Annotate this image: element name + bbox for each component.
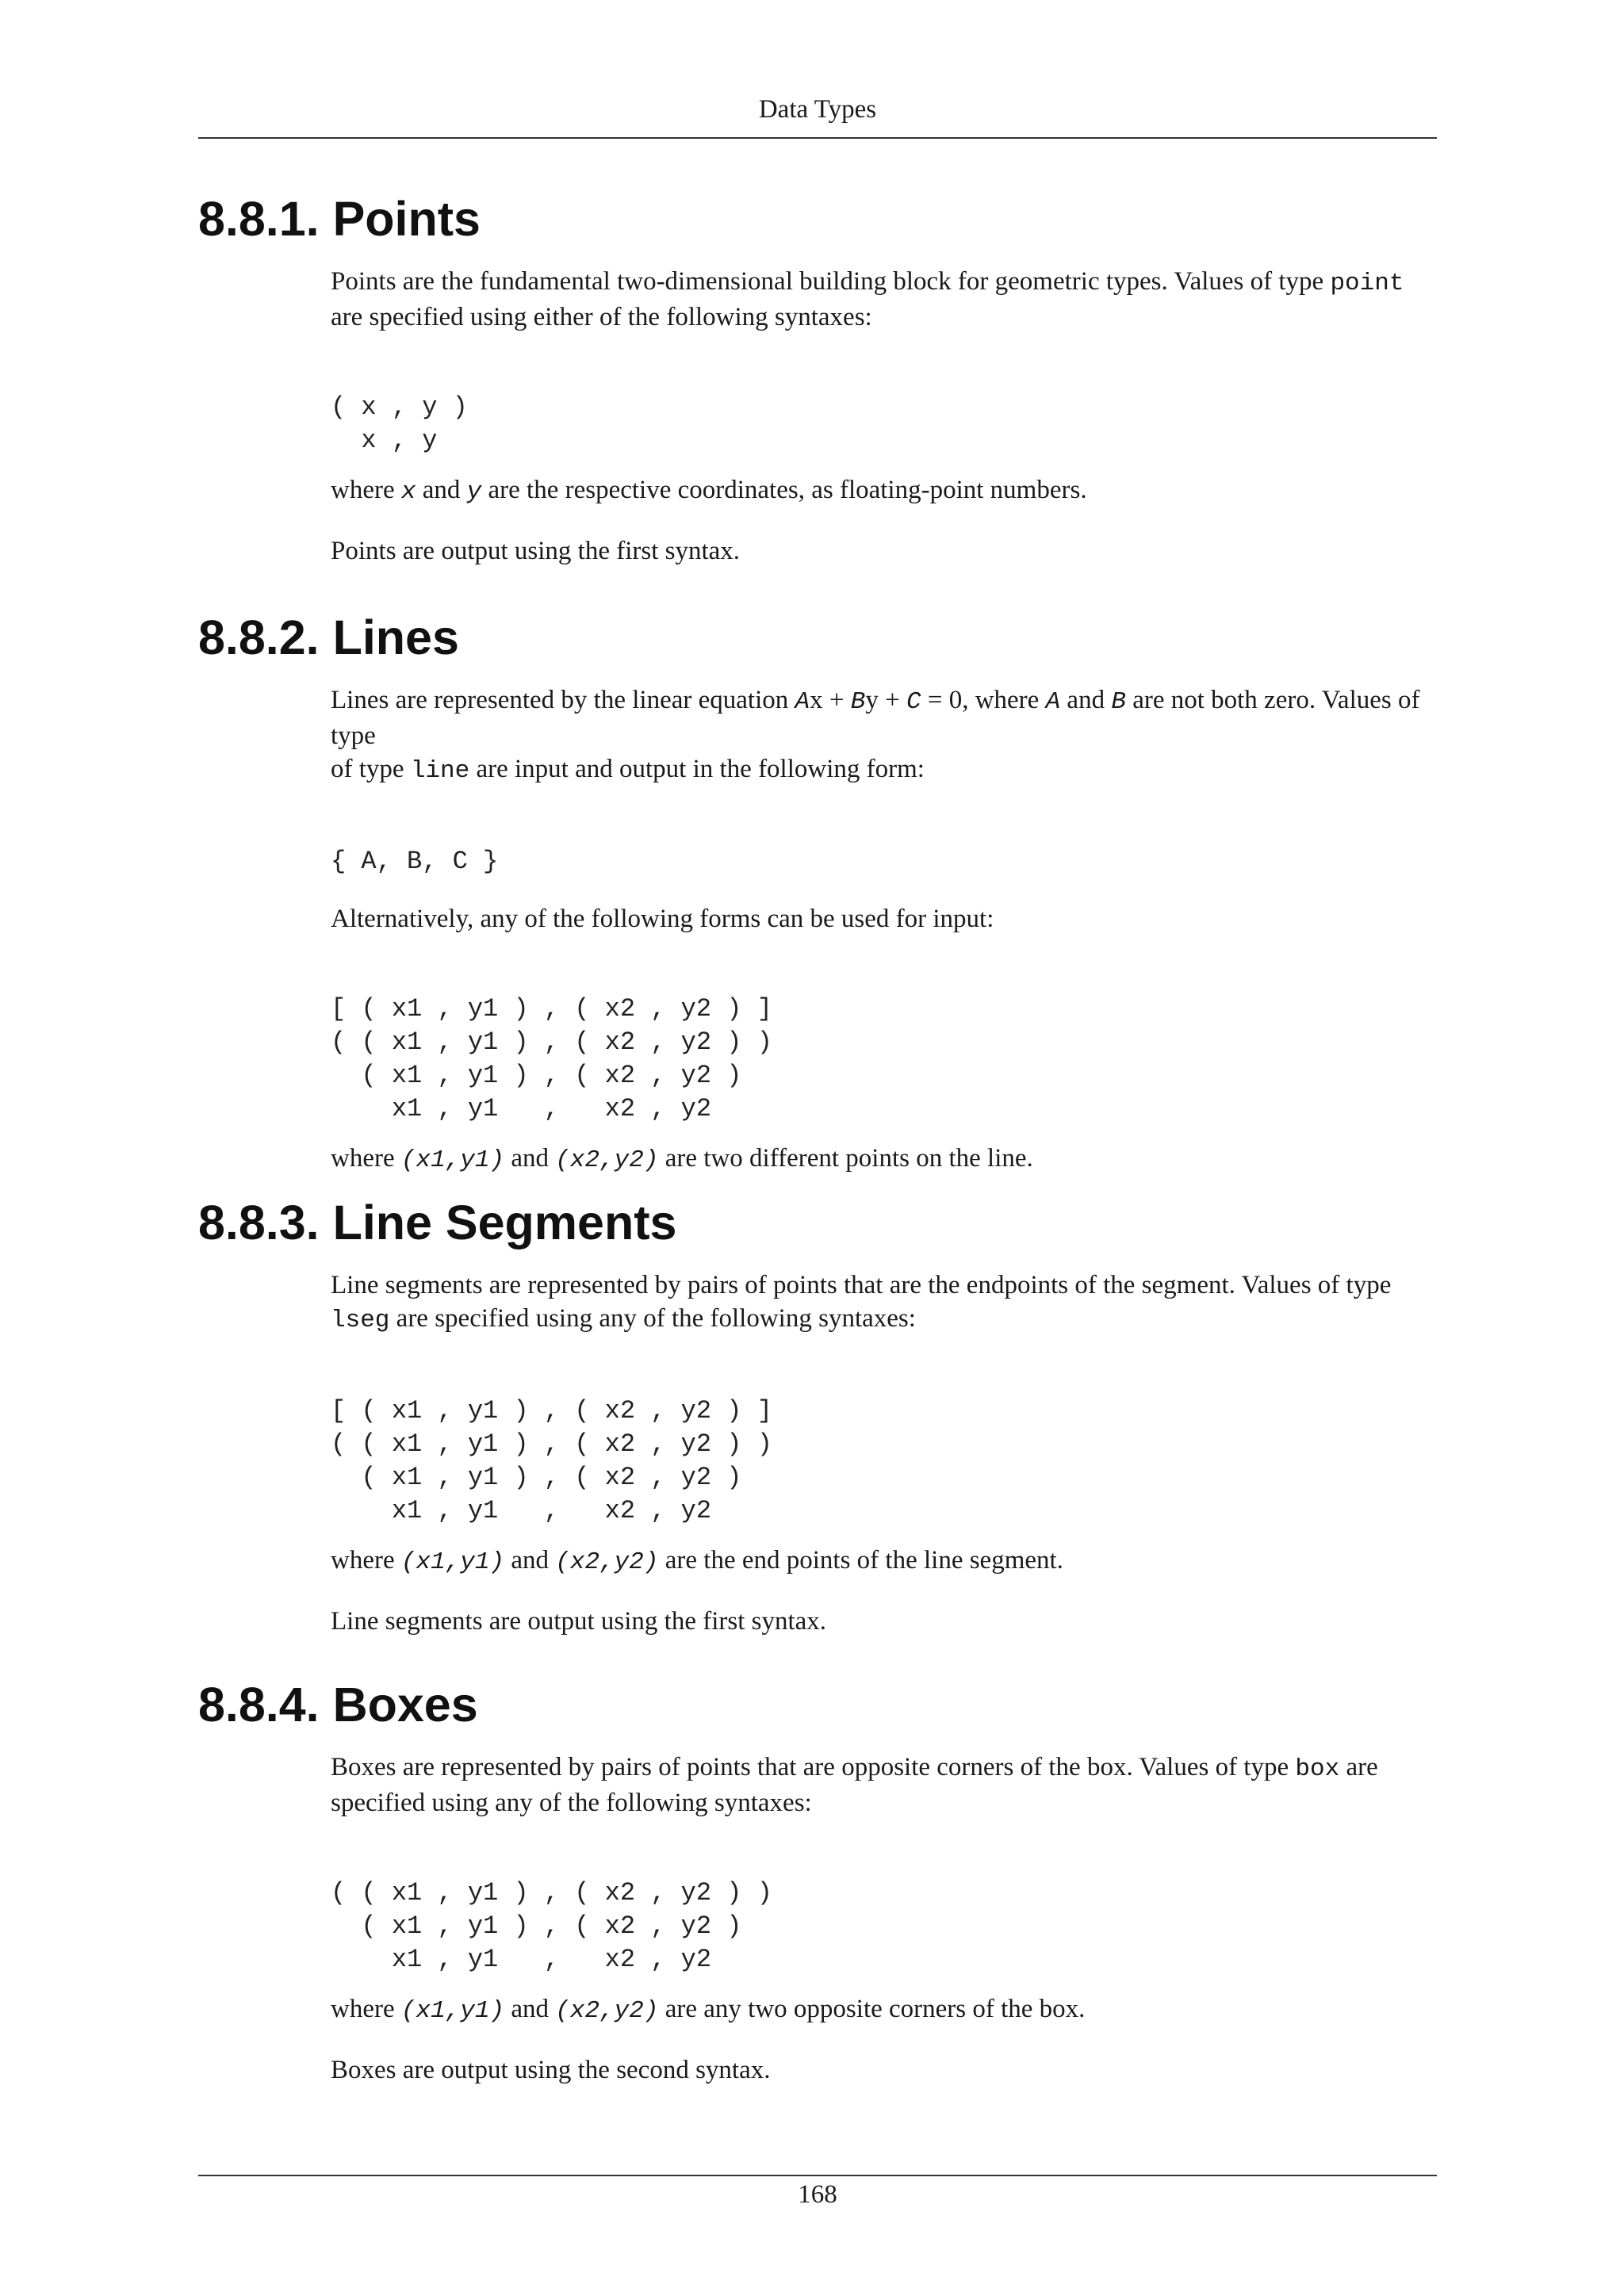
where-paragraph: where (x1,y1) and (x2,y2) are any two opposite corners of the box. (331, 1995, 1086, 2025)
syntax-line: [ ( x1 , y1 ) , ( x2 , y2 ) ] (331, 994, 772, 1024)
section-body (331, 683, 1437, 1177)
section-body (331, 1751, 1437, 2087)
where-paragraph: where (x1,y1) and (x2,y2) are two different points on the line. (331, 1144, 1033, 1174)
footer-rule (198, 2175, 1437, 2176)
running-header: Data Types (758, 95, 877, 124)
section-title: 8.8.1. Points (198, 192, 481, 246)
syntax-line: x1 , y1 , x2 , y2 (331, 1496, 712, 1525)
alternative-paragraph: Alternatively, any of the following forms can be used for input: (331, 905, 994, 933)
syntax-line: x1 , y1 , x2 , y2 (331, 1094, 712, 1123)
syntax-block (331, 1877, 1437, 1976)
type-name-code: lseg (331, 1307, 390, 1334)
section-body (331, 1269, 1437, 1638)
where-paragraph: where (x1,y1) and (x2,y2) are the end points of the line segment. (331, 1546, 1063, 1576)
output-paragraph: Boxes are output using the second syntax. (331, 2056, 771, 2084)
syntax-line: x , y (331, 426, 438, 455)
section-title: 8.8.2. Lines (198, 610, 459, 664)
type-name-code: point (1330, 270, 1404, 297)
section-points (198, 190, 1437, 568)
syntax-line: [ ( x1 , y1 ) , ( x2 , y2 ) ] (331, 1396, 772, 1425)
section-title: 8.8.4. Boxes (198, 1678, 478, 1732)
output-paragraph: Points are output using the first syntax. (331, 537, 741, 565)
syntax-line: ( ( x1 , y1 ) , ( x2 , y2 ) ) (331, 1027, 772, 1057)
section-line-segments (198, 1194, 1437, 1638)
intro-paragraph: Lines are represented by the linear equation Ax + By + C = 0, where A and B are not both zero. Values of type of type line are input and output in the following form: (331, 686, 1420, 785)
where-paragraph: where x and y are the respective coordinates, as floating-point numbers. (331, 476, 1087, 506)
header-rule (198, 137, 1437, 139)
syntax-block (331, 391, 1437, 457)
section-body (331, 265, 1437, 568)
syntax-block (331, 993, 1437, 1126)
page-number: 168 (798, 2180, 837, 2209)
type-name-code: box (1295, 1755, 1340, 1783)
section-title: 8.8.3. Line Segments (198, 1196, 677, 1249)
syntax-block (331, 1395, 1437, 1528)
syntax-line: ( x1 , y1 ) , ( x2 , y2 ) (331, 1061, 742, 1090)
intro-paragraph: Boxes are represented by pairs of points that are opposite corners of the box. Values of type box are specified using any of the following syntaxes: (331, 1753, 1378, 1817)
syntax-line: ( ( x1 , y1 ) , ( x2 , y2 ) ) (331, 1878, 772, 1908)
output-paragraph: Line segments are output using the first syntax. (331, 1607, 827, 1636)
type-name-code: line (410, 757, 470, 785)
intro-paragraph: Line segments are represented by pairs of points that are the endpoints of the segment. Values of type lseg are specified using any of the following syntaxes: (331, 1271, 1392, 1334)
syntax-line: ( x1 , y1 ) , ( x2 , y2 ) (331, 1911, 742, 1941)
form-block (331, 845, 1437, 878)
syntax-line: ( x , y ) (331, 392, 468, 422)
section-boxes (198, 1676, 1437, 2087)
syntax-line: { A, B, C } (331, 847, 499, 876)
syntax-line: ( x1 , y1 ) , ( x2 , y2 ) (331, 1463, 742, 1492)
intro-paragraph: Points are the fundamental two-dimensional building block for geometric types. Values of type point are specified using either of the following syntaxes: (331, 267, 1404, 331)
section-lines (198, 609, 1437, 1177)
syntax-line: ( ( x1 , y1 ) , ( x2 , y2 ) ) (331, 1429, 772, 1459)
syntax-line: x1 , y1 , x2 , y2 (331, 1945, 712, 1974)
